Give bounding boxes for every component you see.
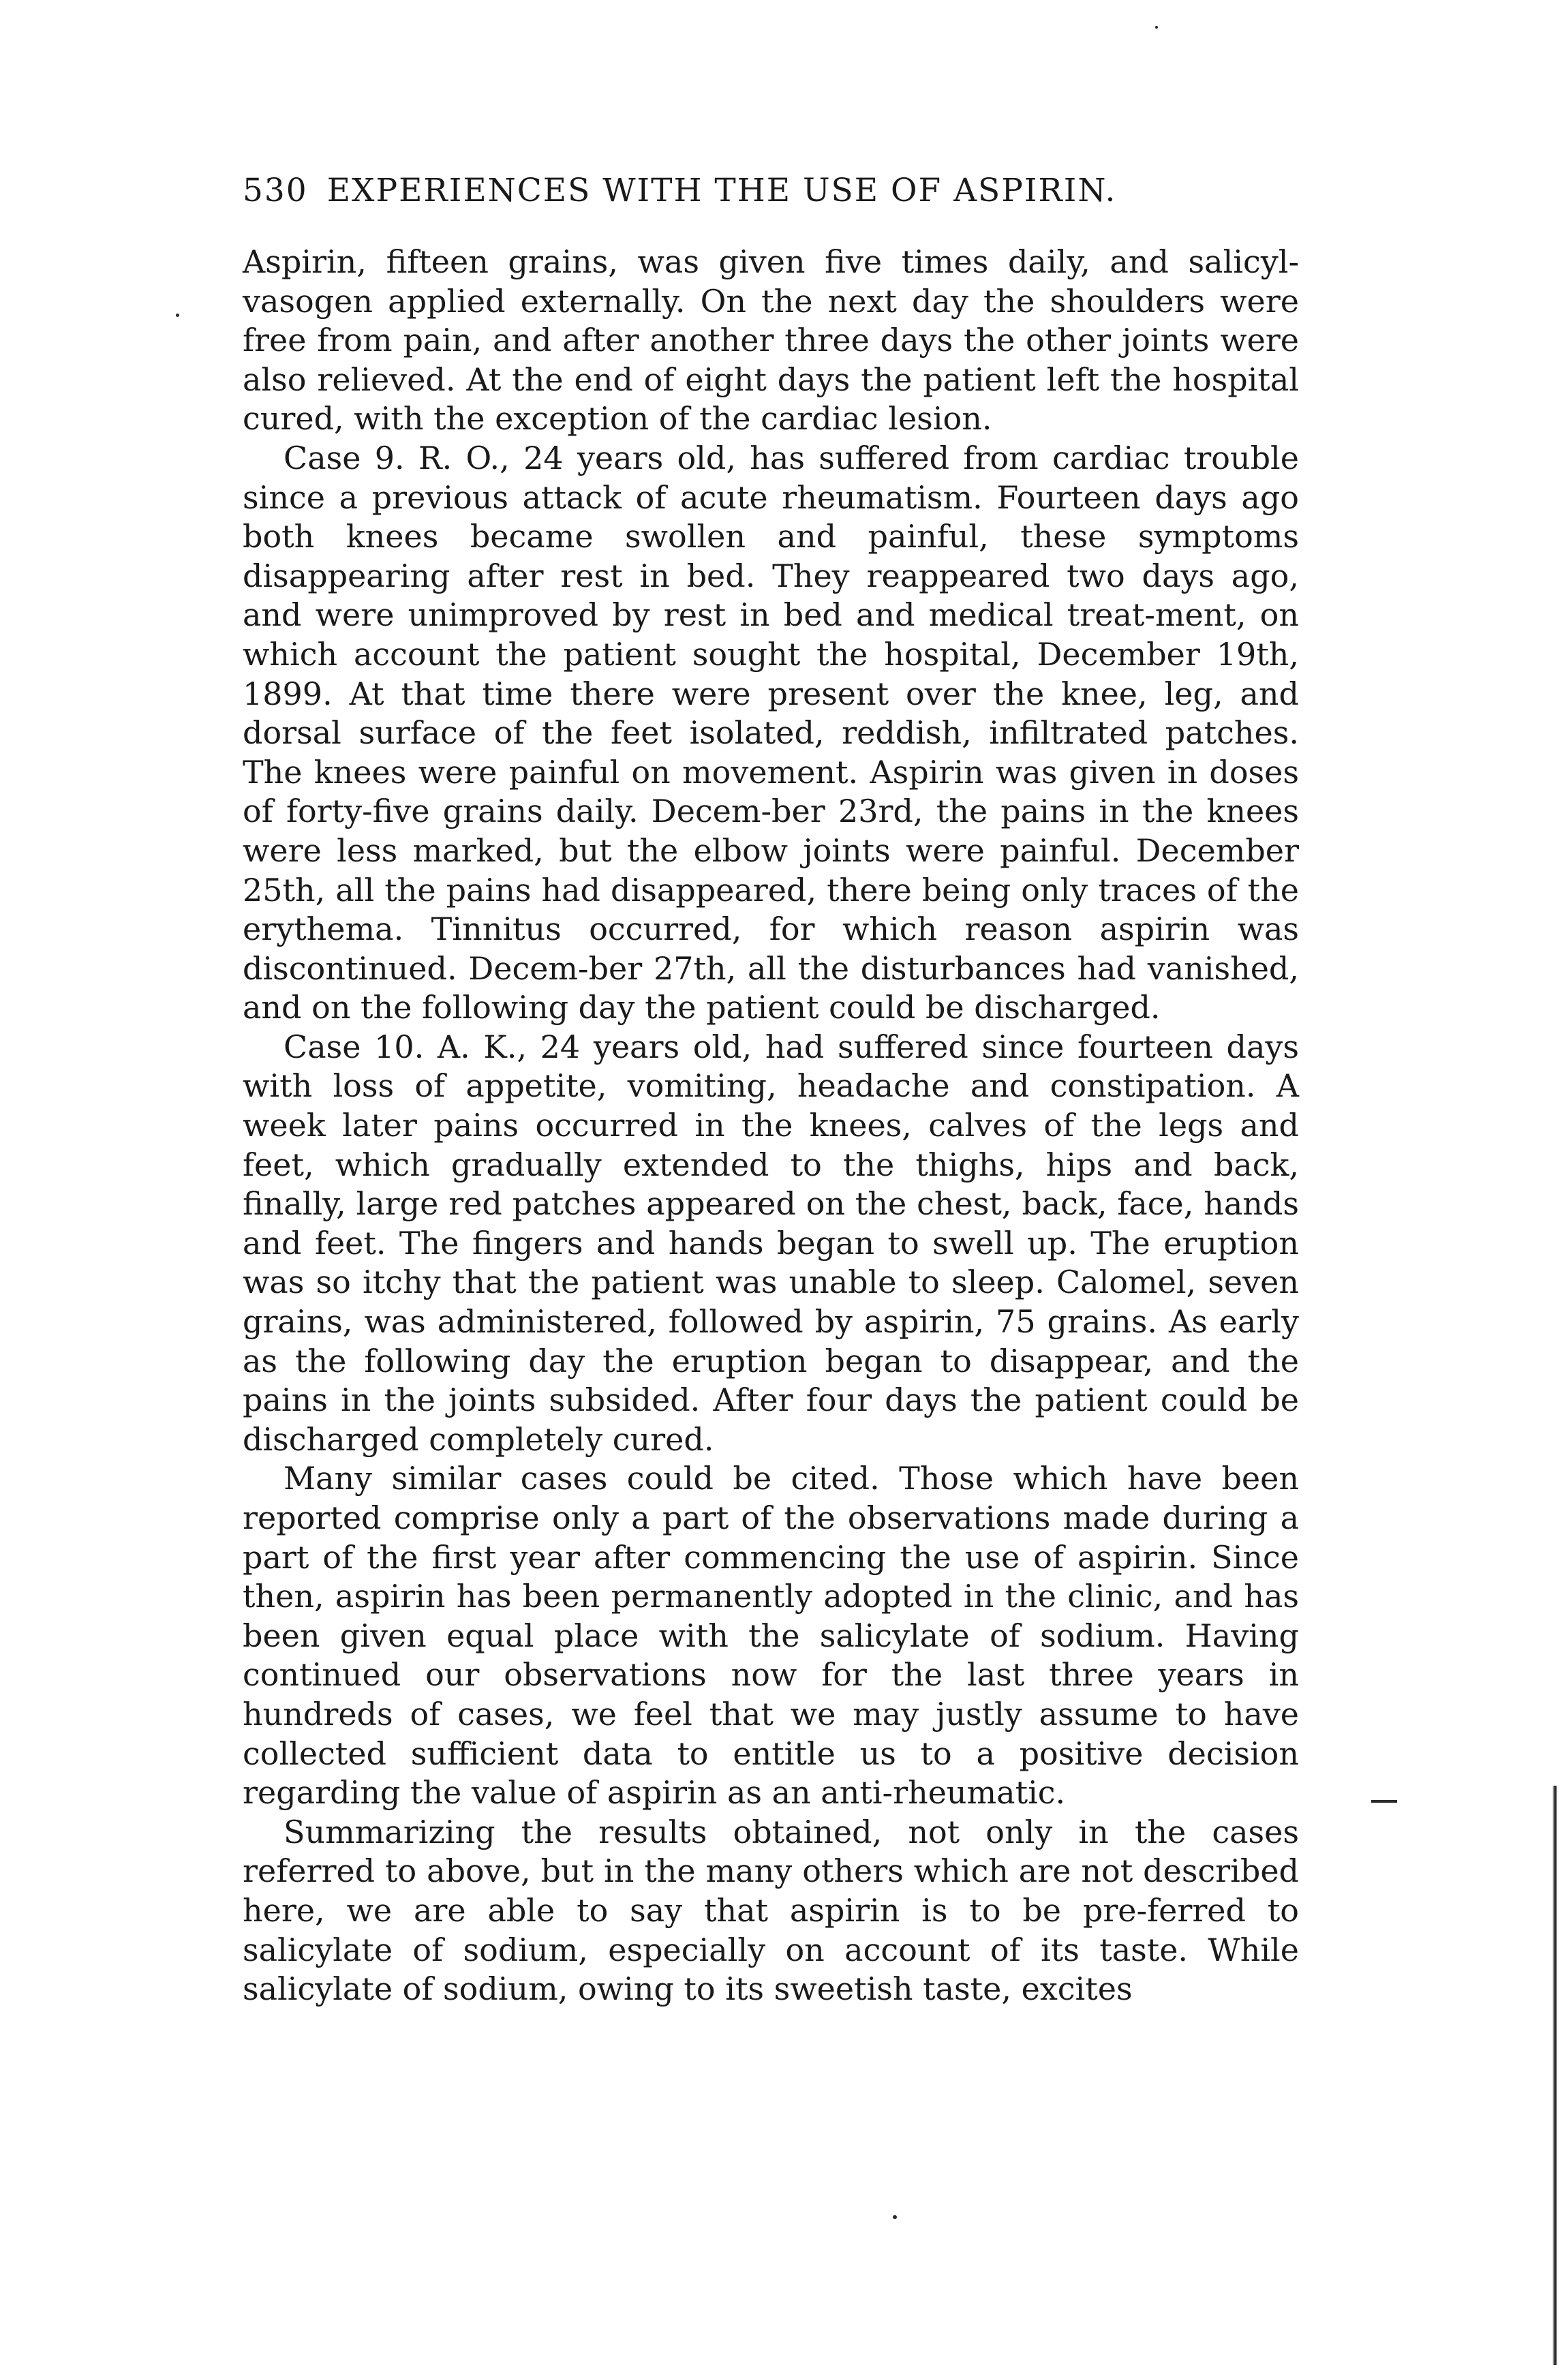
- book-page: [243, 170, 1299, 2009]
- page-edge-shadow: [1553, 1786, 1557, 2365]
- running-header: [243, 170, 1299, 211]
- paragraph-continued: Aspirin, fifteen grains, was given five times daily, and salicyl-vasogen applied externally. On the next day the shoulders were free from pain, and after another three days the other joints were also relieved. At the end of eight days the patient left the hospital cured, with the exception of the cardiac lesion.: [243, 243, 1299, 438]
- paragraph-case-9: Case 9. R. O., 24 years old, has suffered from cardiac trouble since a previous attack of acute rheumatism. Fourteen days ago both knees became swollen and painful, these symptoms disappearing after rest in bed. They reappeared two days ago, and were unimproved by rest in bed and medical treat-ment, on which account the patient sought the hospital, December 19th, 1899. At that time there were present over the knee, leg, and dorsal surface of the feet isolated, reddish, infiltrated patches. The knees were painful on movement. Aspirin was given in doses of forty-five grains daily. Decem-ber 23rd, the pains in the knees were less marked, but the elbow joints were painful. December 25th, all the pains had disappeared, there being only traces of the erythema. Tinnitus occurred, for which reason aspirin was discontinued. Decem-ber 27th, all the disturbances had vanished, and on the following day the patient could be discharged.: [243, 439, 1299, 1026]
- stray-dot-mark: [1155, 26, 1158, 29]
- paragraph-summary: Summarizing the results obtained, not only in the cases referred to above, but in the many others which are not described here, we are able to say that aspirin is to be pre-ferred to salicylate of sodium, especially on account of its taste. While salicylate of sodium, owing to its sweetish taste, excites: [243, 1813, 1299, 2008]
- page-number: 530: [243, 172, 308, 209]
- stray-dot-mark: [893, 2215, 897, 2219]
- paragraph-case-10: Case 10. A. K., 24 years old, had suffered since fourteen days with loss of appetite, vomiting, headache and constipation. A week later pains occurred in the knees, calves of the legs and feet, which gradually extended to the thighs, hips and back, finally, large red patches appeared on the chest, back, face, hands and feet. The fingers and hands began to swell up. The eruption was so itchy that the patient was unable to sleep. Calomel, seven grains, was administered, followed by aspirin, 75 grains. As early as the following day the eruption began to disappear, and the pains in the joints subsided. After four days the patient could be discharged completely cured.: [243, 1028, 1299, 1458]
- body-text: [243, 243, 1299, 2009]
- paragraph-similar-cases: Many similar cases could be cited. Those which have been reported comprise only a part of the observations made during a part of the first year after commencing the use of aspirin. Since then, aspirin has been permanently adopted in the clinic, and has been given equal place with the salicylate of sodium. Having continued our observations now for the last three years in hundreds of cases, we feel that we may justly assume to have collected sufficient data to entitle us to a positive decision regarding the value of aspirin as an anti-rheumatic.: [243, 1460, 1299, 1812]
- running-title: EXPERIENCES WITH THE USE OF ASPIRIN.: [326, 172, 1117, 209]
- stray-dot-mark: [176, 314, 179, 317]
- margin-dash-mark: [1371, 1800, 1397, 1803]
